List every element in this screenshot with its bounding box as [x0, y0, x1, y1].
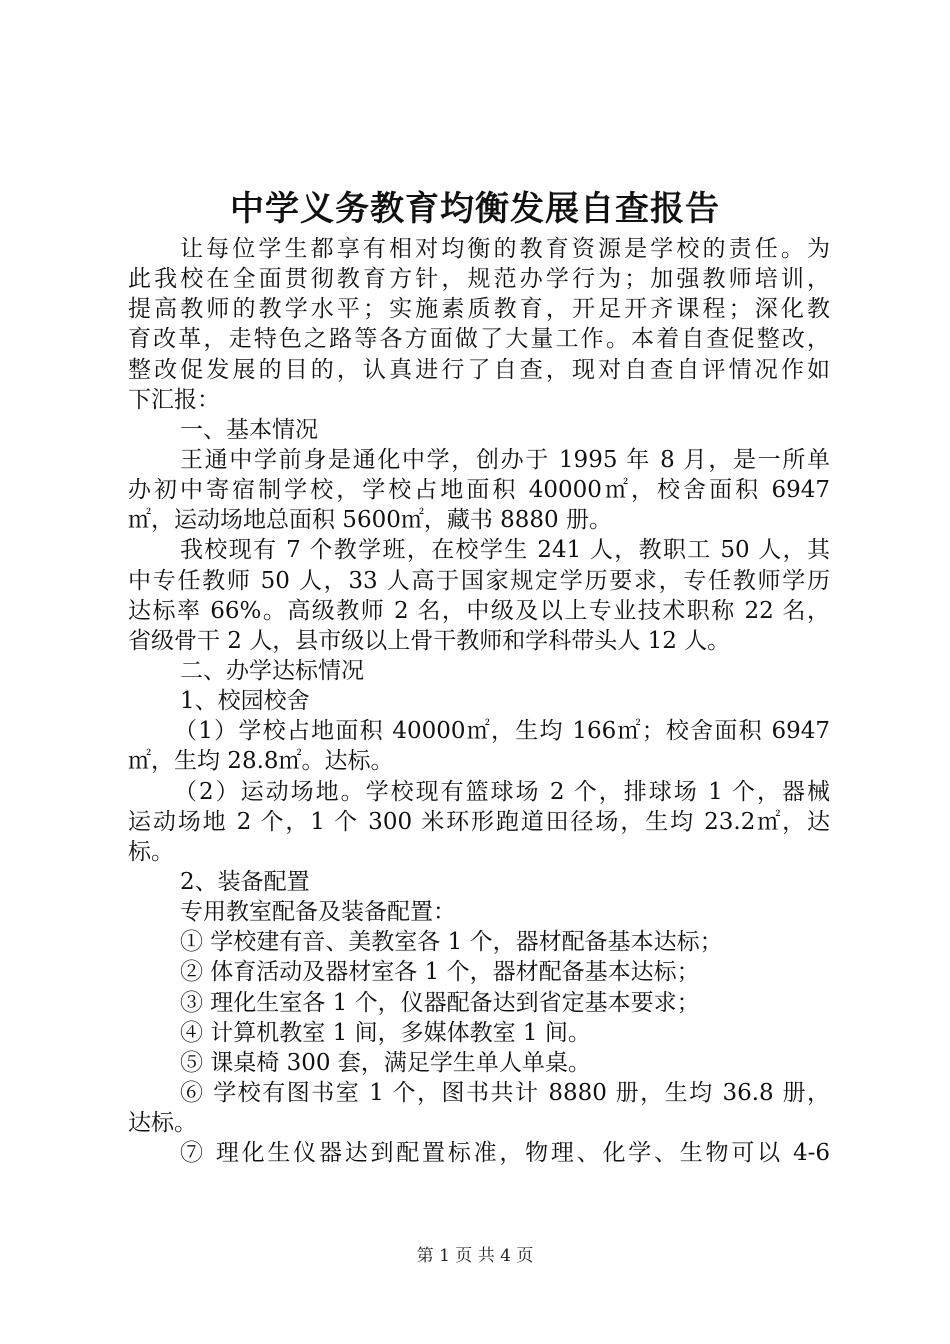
document-title: 中学义务教育均衡发展自查报告 — [230, 189, 720, 229]
text-line: ㎡，生均 28.8㎡。达标。 — [128, 748, 394, 775]
text-line: 育改革，走特色之路等各方面做了大量工作。本着自查促整改， — [128, 326, 830, 353]
text-line: 达标率 66%。高级教师 2 名，中级及以上专业技术职称 22 名， — [128, 597, 830, 624]
text-line: 此我校在全面贯彻教育方针，规范办学行为；加强教师培训， — [128, 266, 830, 293]
page-footer: 第 1 页 共 4 页 — [416, 1246, 534, 1266]
document-body — [128, 234, 830, 1168]
text-line: 运动场地 2 个，1 个 300 米环形跑道田径场，生均 23.2㎡，达 — [128, 808, 830, 835]
text-line: 王通中学前身是通化中学，创办于 1995 年 8 月，是一所单 — [180, 446, 830, 473]
text-line: 达标。 — [128, 1110, 197, 1137]
text-line: 省级骨干 2 人，县市级以上骨干教师和学科带头人 12 人。 — [128, 627, 731, 654]
section-heading: 一、基本情况 — [180, 416, 318, 443]
text-line: 专用教室配备及装备配置： — [180, 899, 456, 926]
list-item: ⑦ 理化生仪器达到配置标准，物理、化学、生物可以 4-6 — [180, 1140, 830, 1167]
text-line: 我校现有 7 个教学班，在校学生 241 人，教职工 50 人，其 — [180, 537, 830, 564]
list-item: ⑥ 学校有图书室 1 个，图书共计 8880 册，生均 36.8 册， — [180, 1079, 830, 1106]
list-item: ② 体育活动及器材室各 1 个，器材配备基本达标； — [180, 959, 700, 986]
subsection-heading: 2、装备配置 — [180, 868, 310, 895]
list-item: ⑤ 课桌椅 300 套，满足学生单人单桌。 — [180, 1049, 591, 1076]
list-item: ③ 理化生室各 1 个，仪器配备达到省定基本要求； — [180, 989, 700, 1016]
list-item: ① 学校建有音、美教室各 1 个，器材配备基本达标； — [180, 929, 723, 956]
text-line: 提高教师的教学水平；实施素质教育，开足开齐课程；深化教 — [128, 296, 830, 323]
subsection-heading: 1、校园校舍 — [180, 688, 310, 715]
text-line: 标。 — [128, 838, 174, 865]
text-line: 办初中寄宿制学校，学校占地面积 40000㎡，校舍面积 6947 — [128, 477, 830, 504]
section-heading: 二、办学达标情况 — [180, 657, 364, 684]
list-item: ④ 计算机教室 1 间，多媒体教室 1 间。 — [180, 1019, 591, 1046]
text-line: （1）学校占地面积 40000㎡，生均 166㎡；校舍面积 6947 — [174, 718, 830, 745]
text-line: 中专任教师 50 人，33 人高于国家规定学历要求，专任教师学历 — [128, 567, 830, 594]
text-line: 整改促发展的目的，认真进行了自查，现对自查自评情况作如 — [128, 356, 830, 383]
text-line: 让每位学生都享有相对均衡的教育资源是学校的责任。为 — [180, 236, 830, 262]
text-line: （2）运动场地。学校现有篮球场 2 个，排球场 1 个，器械 — [174, 778, 830, 805]
text-line: 下汇报： — [128, 386, 220, 413]
text-line: ㎡，运动场地总面积 5600㎡，藏书 8880 册。 — [128, 507, 612, 534]
